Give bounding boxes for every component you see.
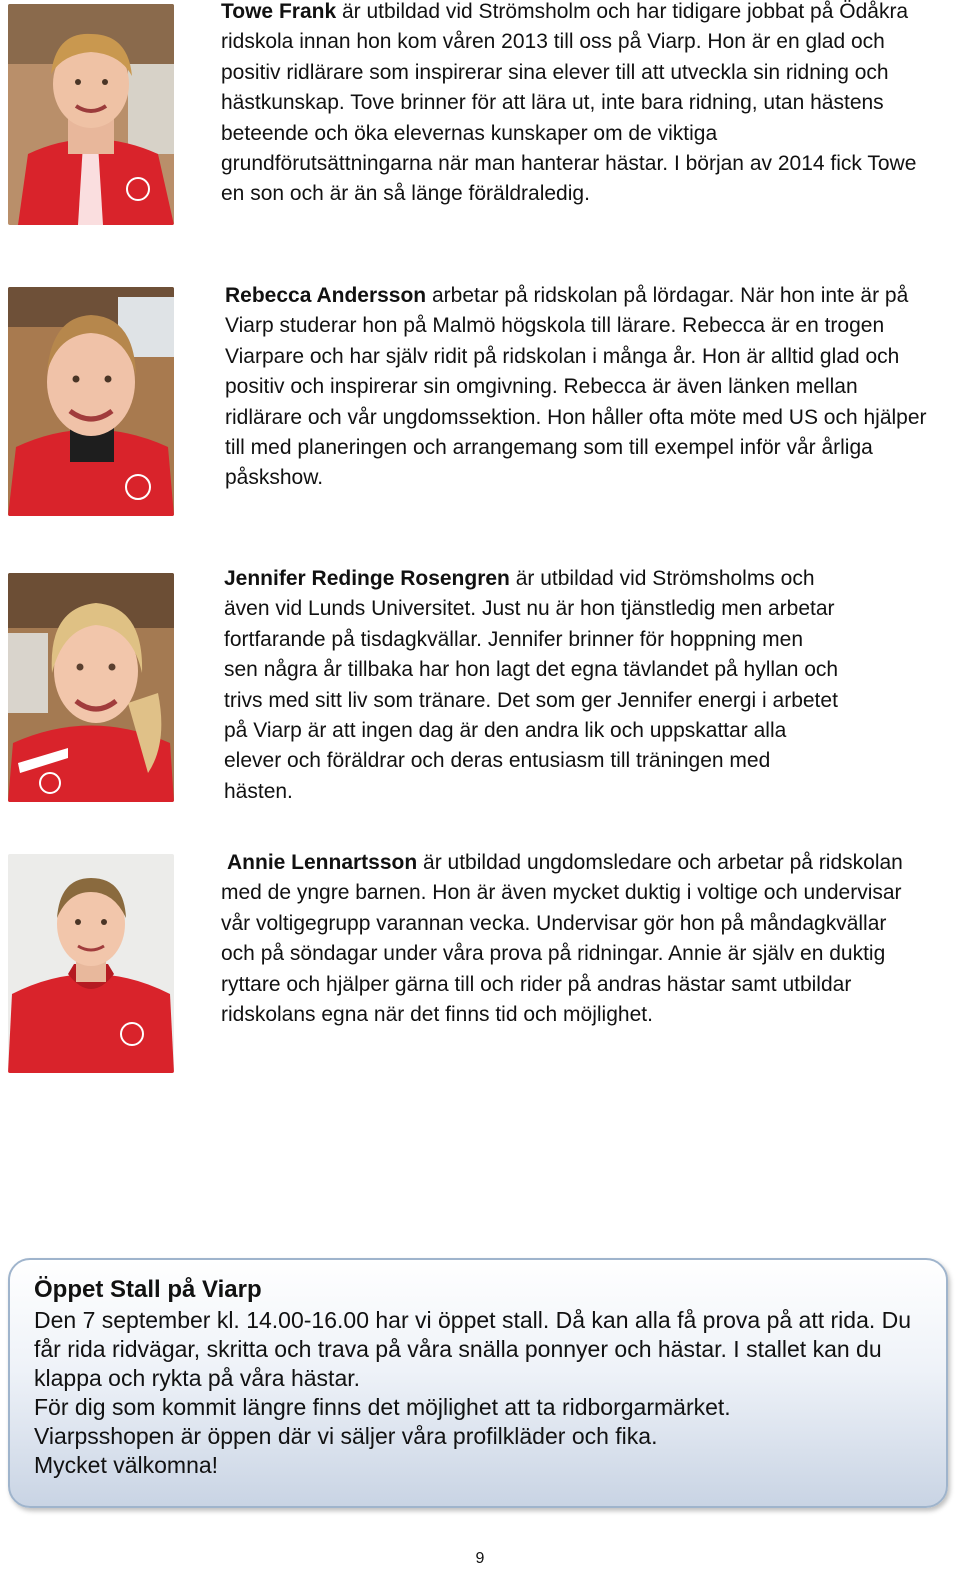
person-description: arbetar på ridskolan på lördagar. När hon inte är på Viarp studerar hon på Malmö högskola till lärare. Rebecca är en trogen Viarpare och har själv ridit på ridskolan i många år. Hon är alltid glad och positiv och inspirerar sin omgivning. Rebecca är även länken mellan ridlärare och vår ungdomssektion. Hon håller ofta möte med US och hjälper till med planeringen och arrangemang som till exempel inför vår årliga påskshow.	[225, 284, 927, 490]
callout-line: Den 7 september kl. 14.00-16.00 har vi öppet stall. Då kan alla få prova på att rida. Du får rida ridvägar, skritta och trava på våra snälla ponnyer och hästar. I stallet kan du klappa och rykta på våra hästar.	[34, 1307, 912, 1391]
photo-jennifer-redinge-rosengren	[8, 573, 174, 802]
person-name: Towe Frank	[221, 0, 337, 23]
bio-jennifer-redinge-rosengren	[224, 564, 839, 807]
callout-title: Öppet Stall på Viarp	[34, 1276, 262, 1303]
person-description: är utbildad vid Strömsholms och även vid Lunds Universitet. Just nu är hon tjänstledig men arbetar fortfarande på tisdagkvällar. Jennifer brinner för hoppning men sen några år tillbaka har hon lagt det egna tävlandet på hyllan och trivs med sitt liv som tränare. Det som ger Jennifer energi i arbetet på Viarp är att ingen dag är den andra lik och uppskattar alla elever och föräldrar och deras entusiasm till träningen med hästen.	[224, 567, 839, 803]
open-stable-callout	[8, 1258, 948, 1508]
page-number: 9	[475, 1550, 485, 1567]
callout-line: Mycket välkomna!	[34, 1452, 219, 1478]
callout-line: För dig som kommit längre finns det möjlighet att ta ridborgarmärket.	[34, 1394, 731, 1420]
person-description: är utbildad vid Strömsholm och har tidigare jobbat på Ödåkra ridskola innan hon kom våren 2013 till oss på Viarp. Hon är en glad och positiv ridlärare som inspirerar sina elever till att utveckla sin ridning och hästkunskap. Tove brinner för att lära ut, inte bara ridning, utan hästens beteende och öka elevernas kunskaper om de viktiga grundförutsättningarna när man hanterar hästar. I början av 2014 fick Towe en son och är än så länge föräldraledig.	[221, 0, 917, 206]
person-description: är utbildad ungdomsledare och arbetar på ridskolan med de yngre barnen. Hon är även mycket duktig i voltige och undervisar vår voltigegrupp varannan vecka. Undervisar gör hon på måndagkvällar och på söndagar under våra prova på ridningar. Annie är själv en duktig ryttare och hjälper gärna till och rider på andras hästar samt utbildar ridskolans egna när det finns tid och möjlighet.	[221, 851, 903, 1027]
photo-rebecca-andersson	[8, 287, 174, 516]
person-name: Jennifer Redinge Rosengren	[224, 567, 510, 590]
bio-rebecca-andersson	[225, 281, 930, 494]
photo-annie-lennartsson	[8, 854, 174, 1073]
person-name: Annie Lennartsson	[227, 851, 418, 874]
callout-line: Viarpsshopen är öppen där vi säljer våra profilkläder och fika.	[34, 1423, 658, 1449]
bio-towe-frank	[221, 0, 926, 210]
photo-towe-frank	[8, 4, 174, 225]
bio-annie-lennartsson	[221, 848, 926, 1030]
person-name: Rebecca Andersson	[225, 284, 427, 307]
